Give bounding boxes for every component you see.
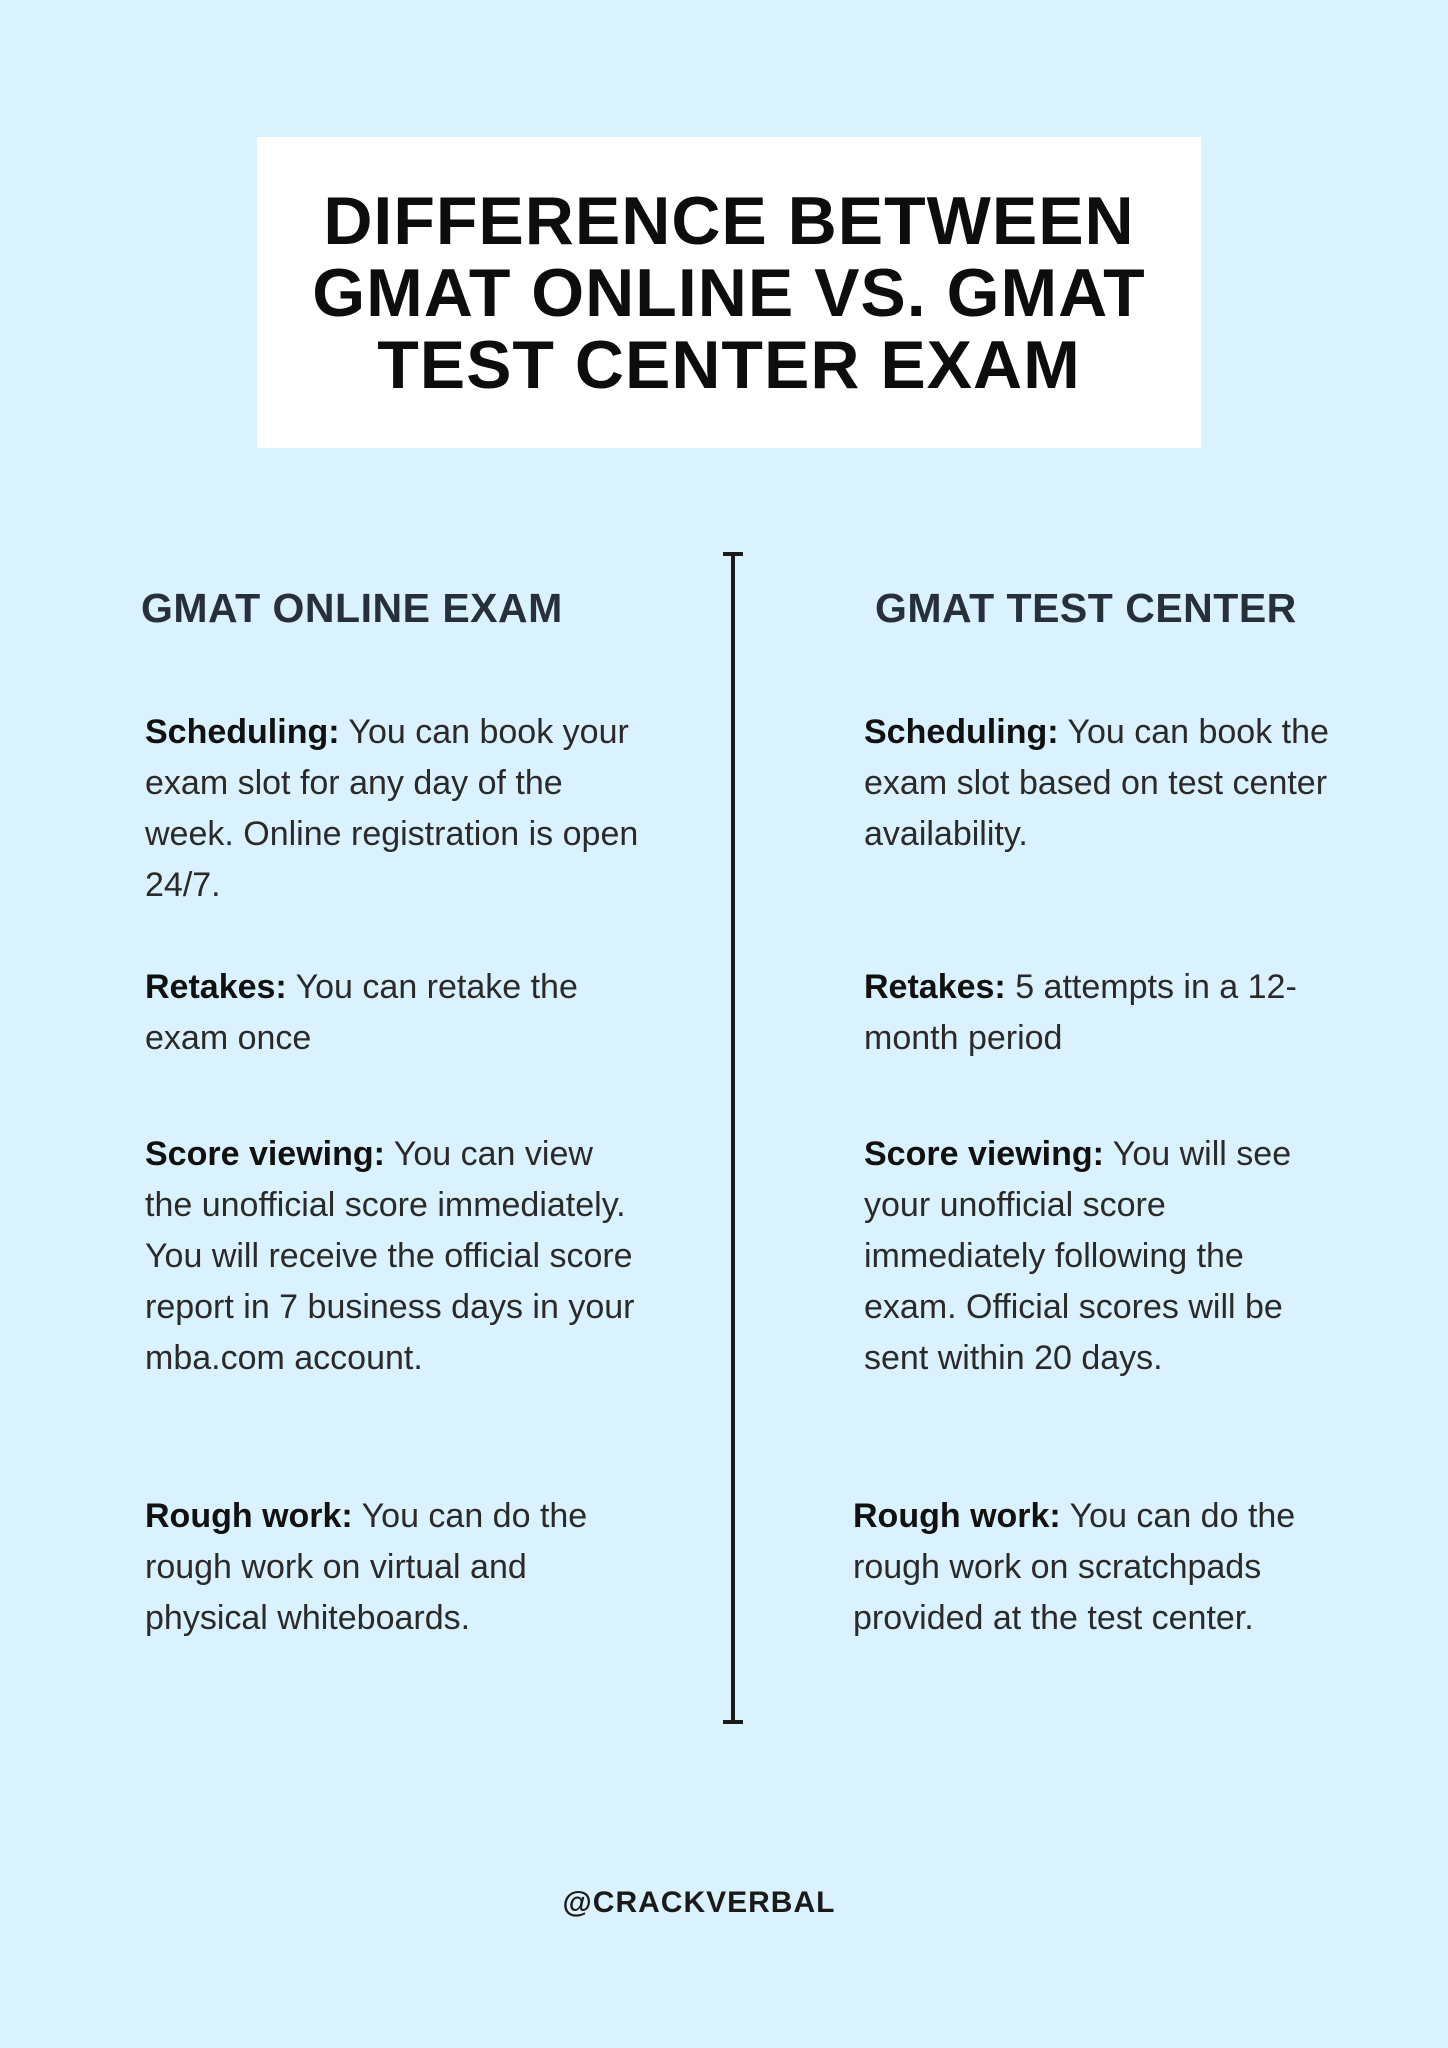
online-scheduling bbox=[145, 707, 645, 911]
item-label: Scheduling: bbox=[864, 713, 1059, 751]
title-box bbox=[257, 137, 1201, 448]
item-text: 5 attempts in a 12-month period bbox=[864, 968, 1297, 1057]
online-column-heading: GMAT ONLINE EXAM bbox=[141, 585, 563, 631]
online-retakes bbox=[145, 962, 645, 1064]
item-text: You will see your unofficial score immediately following the exam. Official scores will be sent within 20 days. bbox=[864, 1135, 1292, 1377]
item-label: Score viewing: bbox=[145, 1135, 385, 1173]
item-text: You can book your exam slot for any day of the week. Online registration is open 24/7. bbox=[145, 713, 639, 904]
item-label: Score viewing: bbox=[864, 1135, 1104, 1173]
brand-handle: @CRACKVERBAL bbox=[562, 1886, 836, 1919]
divider-top-cap bbox=[723, 552, 743, 556]
test-center-column-heading: GMAT TEST CENTER bbox=[875, 585, 1297, 631]
online-score-viewing bbox=[145, 1129, 645, 1384]
item-label: Scheduling: bbox=[145, 713, 340, 751]
item-label: Rough work: bbox=[853, 1497, 1061, 1535]
item-label: Retakes: bbox=[145, 968, 287, 1006]
item-text: You can book the exam slot based on test center availability. bbox=[864, 713, 1329, 853]
item-text: You can view the unofficial score immediately. You will receive the official score report in 7 business days in your mba.com account. bbox=[145, 1135, 635, 1377]
center-retakes bbox=[864, 962, 1344, 1064]
divider-bottom-cap bbox=[723, 1720, 743, 1724]
center-rough-work bbox=[853, 1491, 1333, 1644]
online-rough-work bbox=[145, 1491, 645, 1644]
column-divider bbox=[731, 552, 735, 1724]
item-label: Rough work: bbox=[145, 1497, 353, 1535]
item-label: Retakes: bbox=[864, 968, 1006, 1006]
item-text: You can retake the exam once bbox=[145, 968, 578, 1057]
item-text: You can do the rough work on scratchpads provided at the test center. bbox=[853, 1497, 1296, 1637]
item-text: You can do the rough work on virtual and physical whiteboards. bbox=[145, 1497, 588, 1637]
center-score-viewing bbox=[864, 1129, 1344, 1384]
page-title: DIFFERENCE BETWEEN GMAT ONLINE VS. GMAT TEST CENTER EXAM bbox=[312, 182, 1146, 403]
center-scheduling bbox=[864, 707, 1344, 860]
